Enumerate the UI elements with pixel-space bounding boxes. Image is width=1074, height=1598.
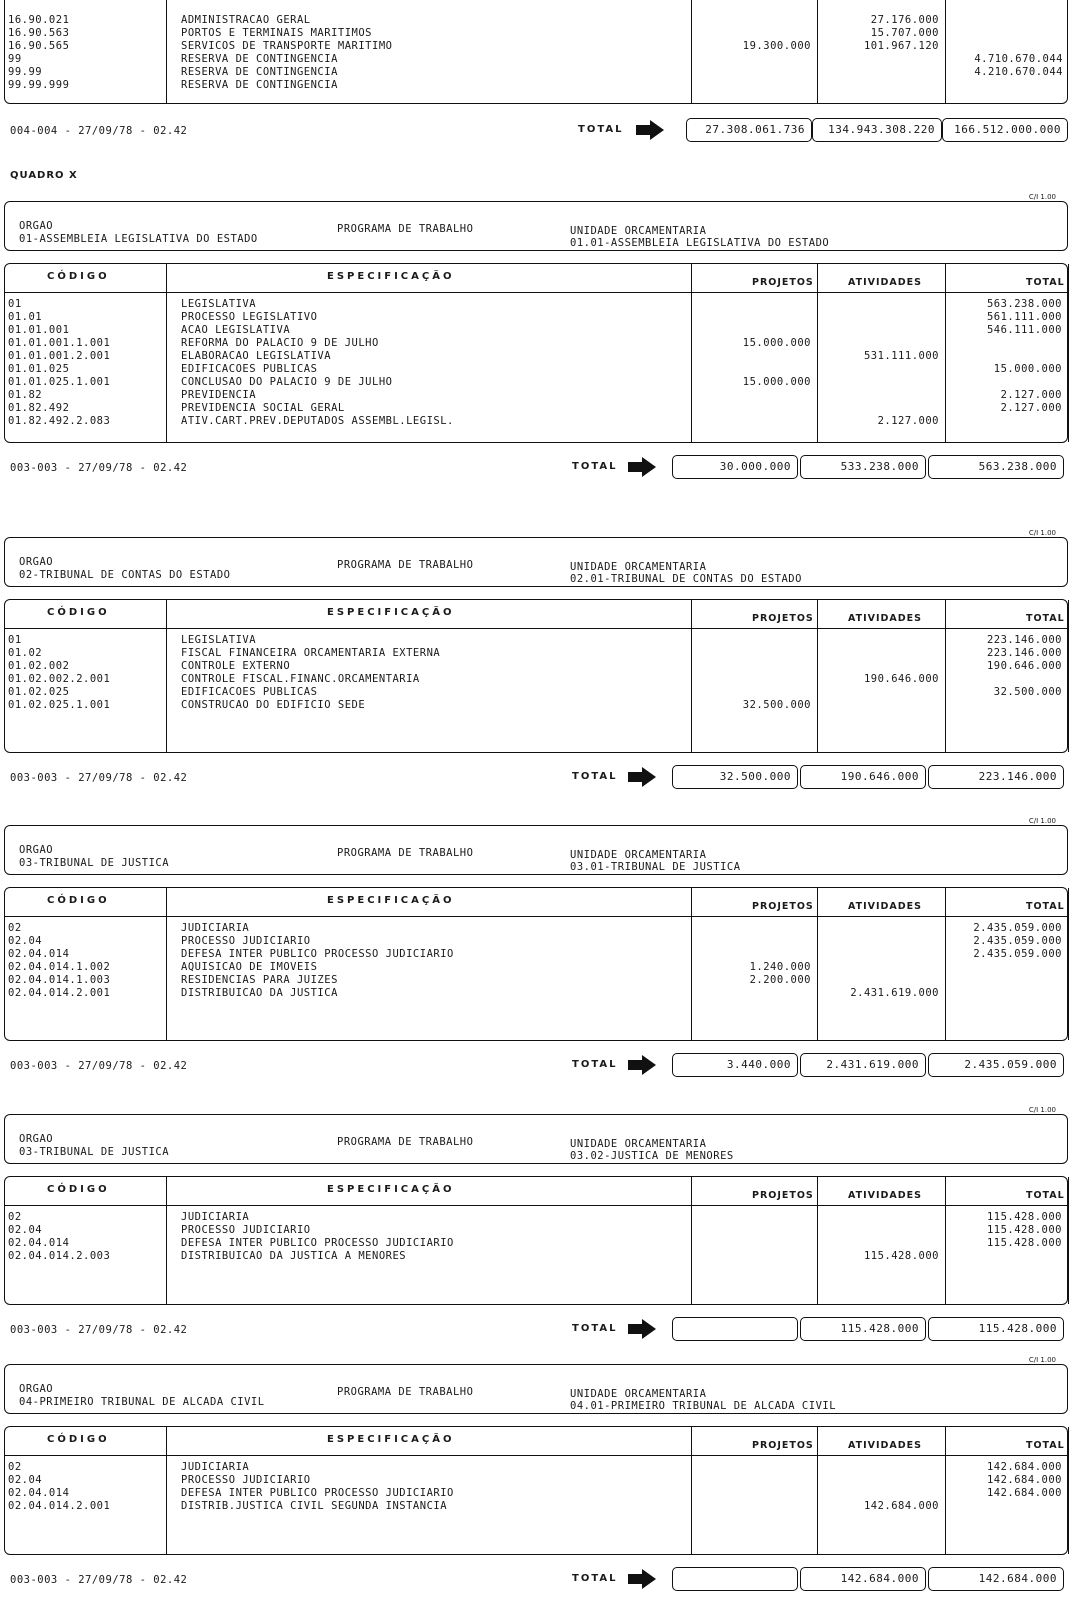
top-projetos: 19.300.000 [742,40,811,52]
programa-label: PROGRAMA DE TRABALHO [337,1136,474,1148]
unidade-label: UNIDADE ORCAMENTARIA [570,849,707,861]
total-column-header: TOTAL [1026,277,1065,288]
tot-projetos [672,1567,798,1591]
programa-label: PROGRAMA DE TRABALHO [337,223,474,235]
orgao-name: 03-TRIBUNAL DE JUSTICA [19,1146,170,1158]
footer-code: 003-003 - 27/09/78 - 02.42 [10,1574,188,1586]
total-label: TOTAL [572,1323,618,1334]
top-tot-total: 166.512.000.000 [942,118,1068,142]
unidade-name: 02.01-TRIBUNAL DE CONTAS DO ESTADO [570,573,802,585]
footer-code: 003-003 - 27/09/78 - 02.42 [10,1324,188,1336]
tot-projetos [672,1317,798,1341]
atividades-column-values: 190.646.000 [863,673,939,685]
atividades-column-values: 531.111.000 2.127.000 [863,350,939,427]
programa-label: PROGRAMA DE TRABALHO [337,559,474,571]
cr-label: C/I 1.00 [1028,529,1056,537]
tot-projetos: 32.500.000 [672,765,798,789]
footer-code: 003-003 - 27/09/78 - 02.42 [10,462,188,474]
total-label: TOTAL [572,1573,618,1584]
table-header-divider [5,264,1067,293]
atividades-column-header: ATIVIDADES [848,277,922,288]
arrow-right-icon [628,457,656,481]
atividades-column-header: ATIVIDADES [848,1190,922,1201]
total-column-header: TOTAL [1026,1190,1065,1201]
codes-column-header: CÓDIGO [47,607,110,618]
tot-atividades: 190.646.000 [800,765,926,789]
top-specs: ADMINISTRACAO GERAL PORTOS E TERMINAIS MARITIMOS SERVICOS DE TRANSPORTE MARITIMO RESERVA DE CONTINGENCIA RESERVA DE CONTINGENCIA RESERVA DE CONTINGENCIA [181,14,393,91]
total-column-header: TOTAL [1026,901,1065,912]
table-header-divider [5,888,1067,917]
codes-column-values: 02 02.04 02.04.014 02.04.014.2.003 [8,1211,111,1262]
codes-column-header: CÓDIGO [47,271,110,282]
tot-atividades: 115.428.000 [800,1317,926,1341]
programa-label: PROGRAMA DE TRABALHO [337,847,474,859]
atividades-column-values: 2.431.619.000 [850,987,939,999]
total-column-values: 115.428.000 115.428.000 115.428.000 [986,1211,1062,1249]
tot-total: 115.428.000 [928,1317,1064,1341]
total-column-values: 563.238.000 561.111.000 546.111.000 15.000.000 2.127.000 2.127.000 [986,298,1062,414]
cr-label: C/I 1.00 [1028,1356,1056,1364]
specs-column-values: JUDICIARIA PROCESSO JUDICIARIO DEFESA INTER PUBLICO PROCESSO JUDICIARIO DISTRIBUICAO DA JUSTICA A MENORES [181,1211,454,1262]
top-tot-atividades: 134.943.308.220 [812,118,942,142]
projetos-column-values: 15.000.000 15.000.000 [742,337,811,388]
footer-code: 003-003 - 27/09/78 - 02.42 [10,772,188,784]
codes-column-values: 01 01.02 01.02.002 01.02.002.2.001 01.02.025 01.02.025.1.001 [8,634,111,711]
total-column-values: 142.684.000 142.684.000 142.684.000 [986,1461,1062,1499]
section-table [4,263,1068,443]
cr-label: C/I 1.00 [1028,193,1056,201]
unidade-label: UNIDADE ORCAMENTARIA [570,1388,707,1400]
table-header-divider [5,600,1067,629]
atividades-column-values: 142.684.000 [863,1500,939,1512]
specs-column-values: JUDICIARIA PROCESSO JUDICIARIO DEFESA INTER PUBLICO PROCESSO JUDICIARIO DISTRIB.JUSTICA CIVIL SEGUNDA INSTANCIA [181,1461,454,1512]
top-codes: 16.90.021 16.90.563 16.90.565 99 99.99 99.99.999 [8,14,70,91]
cr-label: C/I 1.00 [1028,1106,1056,1114]
tot-atividades: 2.431.619.000 [800,1053,926,1077]
orgao-label: ORGAO [19,1133,54,1145]
footer-code: 003-003 - 27/09/78 - 02.42 [10,1060,188,1072]
unidade-name: 04.01-PRIMEIRO TRIBUNAL DE ALCADA CIVIL [570,1400,837,1412]
arrow-right-icon [628,1569,656,1593]
section-table [4,1426,1068,1555]
codes-column-header: CÓDIGO [47,1184,110,1195]
projetos-column-header: PROJETOS [752,277,814,288]
orgao-name: 03-TRIBUNAL DE JUSTICA [19,857,170,869]
section-header-box [4,537,1068,587]
total-label: TOTAL [572,771,618,782]
total-column-header: TOTAL [1026,1440,1065,1451]
section-table [4,599,1068,753]
cr-label: C/I 1.00 [1028,817,1056,825]
arrow-right-icon [628,1319,656,1343]
quadro-label: QUADRO X [10,170,78,181]
section-table [4,887,1068,1041]
orgao-label: ORGAO [19,1383,54,1395]
codes-column-header: CÓDIGO [47,1434,110,1445]
atividades-column-header: ATIVIDADES [848,613,922,624]
orgao-name: 01-ASSEMBLEIA LEGISLATIVA DO ESTADO [19,233,258,245]
unidade-label: UNIDADE ORCAMENTARIA [570,561,707,573]
codes-column-header: CÓDIGO [47,895,110,906]
specs-column-values: LEGISLATIVA PROCESSO LEGISLATIVO ACAO LEGISLATIVA REFORMA DO PALACIO 9 DE JULHO ELABORACAO LEGISLATIVA EDIFICACOES PUBLICAS CONCLUSAO DO PALACIO 9 DE JULHO PREVIDENCIA PREVIDENCIA SOCIAL GERAL ATIV.CART.PREV.DEPUTADOS ASSEMBL.LEGISL. [181,298,454,427]
section-header-box [4,201,1068,251]
table-header-divider [5,1177,1067,1206]
unidade-name: 03.02-JUSTICA DE MENORES [570,1150,734,1162]
top-atividades: 27.176.000 15.707.000 101.967.120 [863,14,939,52]
codes-column-values: 02 02.04 02.04.014 02.04.014.2.001 [8,1461,111,1512]
orgao-label: ORGAO [19,556,54,568]
codes-column-values: 02 02.04 02.04.014 02.04.014.1.002 02.04.014.1.003 02.04.014.2.001 [8,922,111,999]
specs-column-header: ESPECIFICAÇÃO [327,1184,455,1195]
top-footer-code: 004-004 - 27/09/78 - 02.42 [10,125,188,137]
orgao-name: 04-PRIMEIRO TRIBUNAL DE ALCADA CIVIL [19,1396,265,1408]
total-label: TOTAL [572,461,618,472]
unidade-label: UNIDADE ORCAMENTARIA [570,1138,707,1150]
projetos-column-header: PROJETOS [752,901,814,912]
specs-column-values: LEGISLATIVA FISCAL FINANCEIRA ORCAMENTARIA EXTERNA CONTROLE EXTERNO CONTROLE FISCAL.FINANC.ORCAMENTARIA EDIFICACOES PUBLICAS CONSTRUCAO DO EDIFICIO SEDE [181,634,441,711]
codes-column-values: 01 01.01 01.01.001 01.01.001.1.001 01.01.001.2.001 01.01.025 01.01.025.1.001 01.82 01.82.492 01.82.492.2.083 [8,298,111,427]
arrow-right-icon [628,1055,656,1079]
unidade-label: UNIDADE ORCAMENTARIA [570,225,707,237]
specs-column-values: JUDICIARIA PROCESSO JUDICIARIO DEFESA INTER PUBLICO PROCESSO JUDICIARIO AQUISICAO DE IMOVEIS RESIDENCIAS PARA JUIZES DISTRIBUICAO DA JUSTICA [181,922,454,999]
arrow-right-icon [636,120,664,144]
top-total-label: TOTAL [578,124,624,135]
tot-atividades: 533.238.000 [800,455,926,479]
tot-projetos: 3.440.000 [672,1053,798,1077]
top-total: 4.710.670.044 4.210.670.044 [974,53,1063,78]
orgao-name: 02-TRIBUNAL DE CONTAS DO ESTADO [19,569,231,581]
total-label: TOTAL [572,1059,618,1070]
orgao-label: ORGAO [19,220,54,232]
atividades-column-values: 115.428.000 [863,1250,939,1262]
tot-total: 142.684.000 [928,1567,1064,1591]
programa-label: PROGRAMA DE TRABALHO [337,1386,474,1398]
specs-column-header: ESPECIFICAÇÃO [327,1434,455,1445]
atividades-column-header: ATIVIDADES [848,1440,922,1451]
tot-atividades: 142.684.000 [800,1567,926,1591]
arrow-right-icon [628,767,656,791]
section-table [4,1176,1068,1305]
top-tot-projetos: 27.308.061.736 [686,118,812,142]
unidade-name: 03.01-TRIBUNAL DE JUSTICA [570,861,741,873]
section-header-box [4,825,1068,875]
tot-total: 563.238.000 [928,455,1064,479]
table-header-divider [5,1427,1067,1456]
total-column-values: 223.146.000 223.146.000 190.646.000 32.500.000 [986,634,1062,698]
projetos-column-header: PROJETOS [752,1190,814,1201]
section-header-box [4,1364,1068,1414]
tot-projetos: 30.000.000 [672,455,798,479]
specs-column-header: ESPECIFICAÇÃO [327,607,455,618]
tot-total: 2.435.059.000 [928,1053,1064,1077]
specs-column-header: ESPECIFICAÇÃO [327,271,455,282]
total-column-values: 2.435.059.000 2.435.059.000 2.435.059.000 [973,922,1062,960]
projetos-column-header: PROJETOS [752,613,814,624]
projetos-column-header: PROJETOS [752,1440,814,1451]
tot-total: 223.146.000 [928,765,1064,789]
total-column-header: TOTAL [1026,613,1065,624]
section-header-box [4,1114,1068,1164]
projetos-column-values: 1.240.000 2.200.000 [749,961,811,986]
atividades-column-header: ATIVIDADES [848,901,922,912]
orgao-label: ORGAO [19,844,54,856]
top-table [4,0,1068,104]
specs-column-header: ESPECIFICAÇÃO [327,895,455,906]
projetos-column-values: 32.500.000 [742,699,811,711]
unidade-name: 01.01-ASSEMBLEIA LEGISLATIVA DO ESTADO [570,237,830,249]
